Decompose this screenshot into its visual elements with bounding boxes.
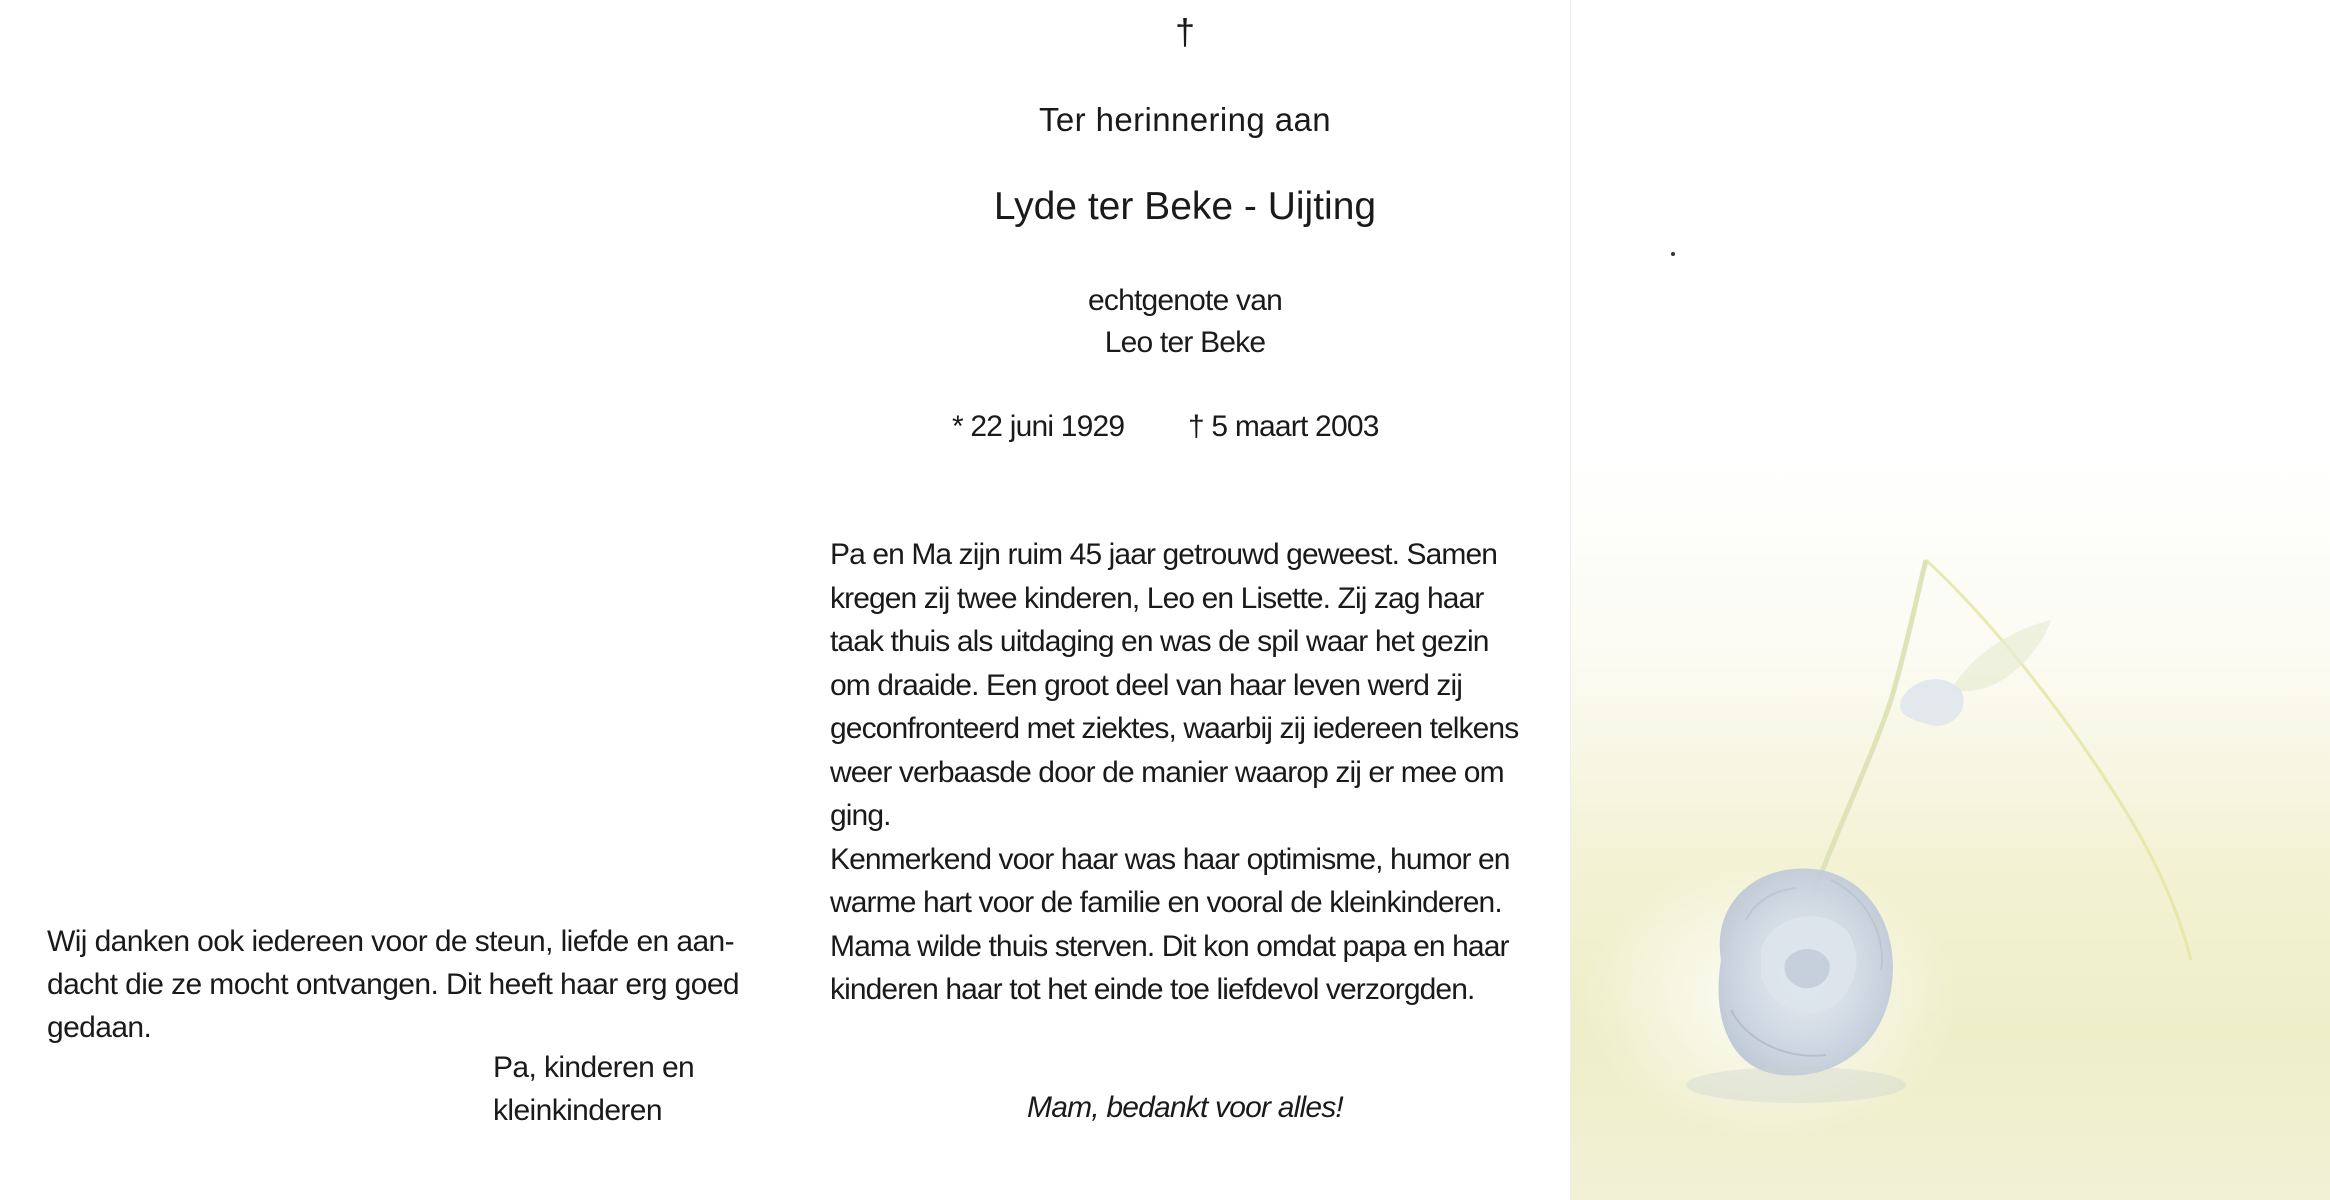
bio-line: Pa en Ma zijn ruim 45 jaar getrouwd geweest. Samen (830, 538, 1498, 571)
signoff-line: Pa, kinderen en (493, 1051, 695, 1084)
thanks-line: Wij danken ook iedereen voor de steun, liefde en aan- (47, 925, 734, 958)
signoff (493, 1046, 753, 1132)
bio-line: ging. (830, 799, 891, 832)
biography (830, 533, 1550, 1012)
death-date: † 5 maart 2003 (1188, 410, 1379, 443)
thanks-text (47, 920, 747, 1049)
bio-line: Kenmerkend voor haar was haar optimisme, humor en (830, 842, 1510, 876)
bio-line: weer verbaasde door de manier waarop zij er mee om (830, 755, 1504, 789)
thanks-line: dacht die ze mocht ontvangen. Dit heeft haar erg goed (47, 968, 740, 1001)
birth-date: * 22 juni 1929 (952, 410, 1125, 443)
intro-text: Ter herinnering aan (1039, 101, 1331, 138)
cross-icon: † (1174, 11, 1196, 52)
cover-panel (1570, 0, 2330, 1200)
closing-line: Mam, bedankt voor alles! (1027, 1091, 1343, 1124)
bio-line: taak thuis als uitdaging en was de spil waar het gezin (830, 625, 1489, 658)
life-dates (800, 406, 1570, 448)
bio-line: kregen zij twee kinderen, Leo en Lisette. Zij zag haar (830, 581, 1484, 615)
rose-illustration (1571, 0, 2330, 1200)
deceased-name: Lyde ter Beke - Uijting (993, 185, 1377, 228)
thanks-line: gedaan. (47, 1011, 152, 1044)
rose-stem (1811, 560, 1926, 900)
bio-line: warme hart voor de familie en vooral de kleinkinderen. (830, 886, 1502, 919)
bio-line: om draaide. Een groot deel van haar leven werd zij (830, 668, 1463, 702)
spouse-label: echtgenote van (1088, 284, 1282, 317)
spouse-name: Leo ter Beke (1104, 326, 1266, 359)
bio-line: kinderen haar tot het einde toe liefdevol verzorgden. (830, 973, 1475, 1006)
card-middle-panel (800, 0, 1570, 1200)
bio-line: Mama wilde thuis sterven. Dit kon omdat papa en haar (830, 929, 1509, 963)
bio-line: geconfronteerd met ziektes, waarbij zij iedereen telkens (830, 712, 1519, 745)
card-left-panel (0, 0, 800, 1200)
signoff-line: kleinkinderen (493, 1094, 662, 1127)
